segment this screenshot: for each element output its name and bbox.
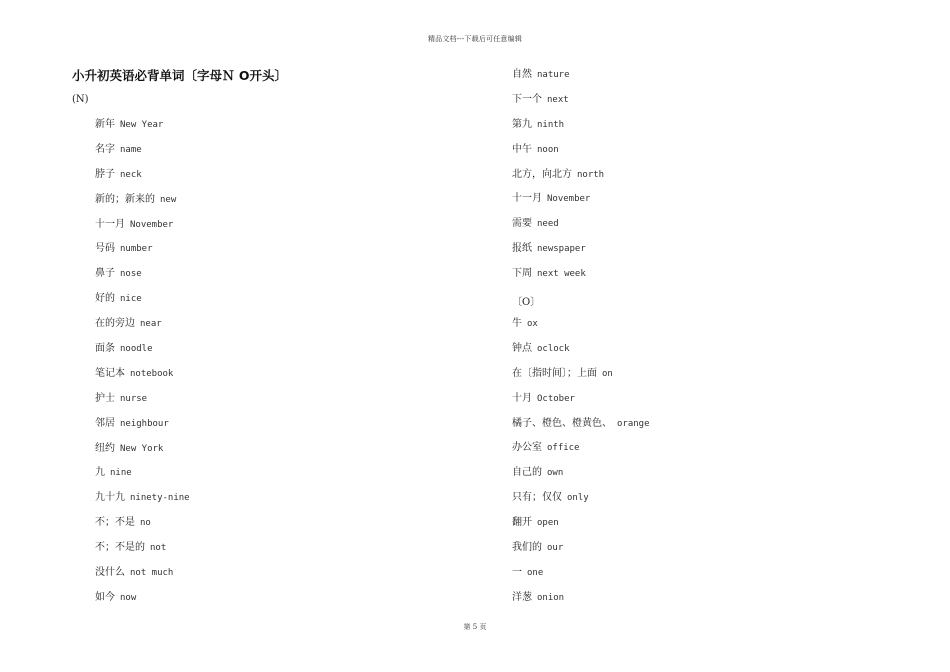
word-english: October [537,393,575,404]
word-entry [512,586,650,611]
word-chinese: 不；不是的 [95,542,145,554]
word-chinese: 鼻子 [95,268,115,280]
word-english: our [547,543,564,554]
word-english: notebook [130,368,174,379]
word-chinese: 不；不是 [95,517,135,529]
word-entry [95,561,190,586]
word-entry [512,362,650,387]
word-entry [512,536,650,561]
word-english: orange [617,418,650,429]
word-chinese: 九 [95,467,105,479]
word-chinese: 下一个 [512,93,542,105]
word-english: new [160,194,177,205]
word-entry [95,113,190,138]
word-entry [512,113,604,138]
word-entry [95,387,190,412]
word-entry [95,262,190,287]
word-chinese: 下周 [512,268,532,280]
header-note: 精品文档---下载后可任意编辑 [427,35,523,43]
word-chinese: 好的 [95,293,115,305]
word-entry [95,287,190,312]
word-entry [95,486,190,511]
section-label-n: (N) [72,94,89,105]
word-entry [95,586,190,611]
word-entry [512,237,604,262]
word-chinese: 我们的 [512,542,542,554]
word-english: near [140,319,162,330]
word-english: neck [120,169,142,180]
word-chinese: 北方，向北方 [512,168,572,180]
word-list-right-o [512,312,650,611]
word-chinese: 名字 [95,143,115,155]
word-chinese: 需要 [512,218,532,230]
word-english: not much [130,568,174,579]
word-chinese: 十一月 [512,193,542,205]
word-english: open [537,518,559,529]
word-entry [95,163,190,188]
word-chinese: 面条 [95,343,115,355]
word-entry [512,511,650,536]
word-english: November [130,219,174,230]
word-entry [512,138,604,163]
word-english: newspaper [537,244,586,255]
word-english: nurse [120,393,148,404]
word-entry [95,536,190,561]
word-entry [512,461,650,486]
word-english: ninety-nine [130,493,190,504]
word-english: no [140,518,151,529]
word-entry [95,337,190,362]
word-chinese: 九十九 [95,492,125,504]
word-chinese: 笔记本 [95,367,125,379]
word-chinese: 报纸 [512,243,532,255]
word-chinese: 纽约 [95,442,115,454]
word-chinese: 钟点 [512,342,532,354]
word-chinese: 牛 [512,318,522,329]
word-english: oclock [537,343,570,354]
word-chinese: 在〔指时间〕；上面 [512,367,597,379]
word-english: New Year [120,120,164,130]
word-english: neighbour [120,418,169,429]
word-english: office [547,443,580,454]
word-entry [512,187,604,212]
word-english: noodle [120,344,153,355]
word-english: nice [120,294,142,305]
word-chinese: 一 [512,566,522,578]
word-english: need [537,219,559,230]
word-entry [512,486,650,511]
word-english: only [567,493,589,504]
word-english: nature [537,70,570,80]
word-chinese: 号码 [95,243,115,255]
word-entry [512,63,604,88]
word-chinese: 自然 [512,69,532,80]
word-english: ninth [537,119,565,130]
word-chinese: 脖子 [95,168,115,180]
word-english: name [120,144,142,155]
word-chinese: 只有；仅仅 [512,492,562,504]
word-chinese: 新年 [95,119,115,130]
word-english: north [577,169,605,180]
word-entry [512,262,604,287]
word-entry [512,163,604,188]
word-chinese: 橘子、橙色、橙黄色、 [512,417,612,429]
word-entry [95,362,190,387]
word-english: number [120,244,153,255]
word-entry [512,312,650,337]
word-english: one [527,567,544,578]
word-chinese: 如今 [95,591,115,603]
word-entry [512,212,604,237]
word-english: November [547,194,591,205]
word-list-left [95,113,190,611]
word-entry [95,461,190,486]
word-english: not [150,543,167,554]
word-entry [512,436,650,461]
word-entry [512,337,650,362]
word-chinese: 新的；新来的 [95,193,155,205]
section-label-o: 〔O〕 [512,297,541,308]
word-english: next week [537,269,586,280]
word-english: onion [537,592,565,603]
word-chinese: 没什么 [95,567,125,579]
word-chinese: 第九 [512,118,532,130]
word-chinese: 十月 [512,392,532,404]
word-english: own [547,468,564,479]
word-english: on [602,368,613,379]
word-chinese: 十一月 [95,218,125,230]
page-number: 第 5 页 [463,623,487,631]
page-title: 小升初英语必背单词〔字母Ｎ O开头〕 [72,68,287,83]
word-entry [95,188,190,213]
word-english: next [547,94,569,105]
word-entry [95,437,190,462]
word-entry [95,412,190,437]
word-english: nose [120,269,142,280]
word-english: nine [110,468,132,479]
word-entry [512,561,650,586]
word-entry [512,387,650,412]
word-entry [95,138,190,163]
word-entry [95,312,190,337]
word-chinese: 办公室 [512,442,542,454]
word-entry [512,88,604,113]
word-entry [95,213,190,238]
word-list-right-n [512,63,604,287]
word-english: ox [527,319,538,329]
word-chinese: 自己的 [512,467,542,479]
word-entry [95,511,190,536]
word-english: noon [537,144,559,155]
word-english: now [120,592,137,603]
word-chinese: 中午 [512,143,532,155]
word-chinese: 邻居 [95,417,115,429]
word-entry [95,237,190,262]
word-english: New York [120,443,164,454]
word-entry [512,412,650,437]
word-chinese: 护士 [95,392,115,404]
word-chinese: 在的旁边 [95,318,135,330]
word-chinese: 洋葱 [512,591,532,603]
word-chinese: 翻开 [512,517,532,529]
